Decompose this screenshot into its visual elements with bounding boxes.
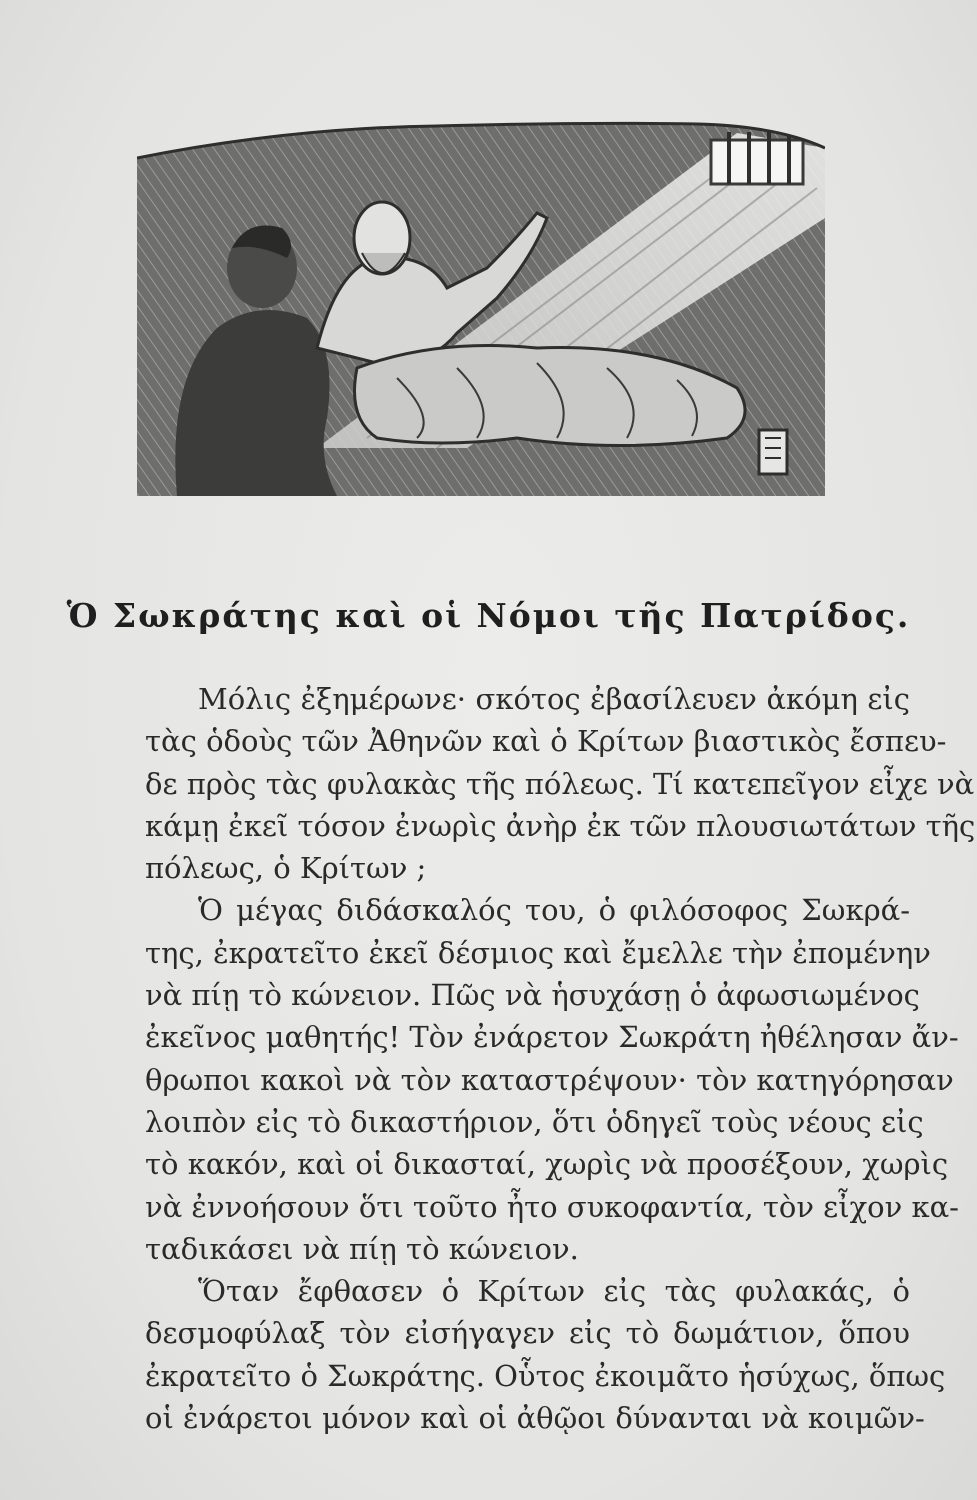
text-line: ἐκρατεῖτο ὁ Σωκράτης. Οὗτος ἐκοιμᾶτο ἡσύχως, ὅπως: [145, 1358, 946, 1393]
text-line: νὰ ἐννοήσουν ὅτι τοῦτο ἦτο συκοφαντία, τὸν εἶχον κα-: [145, 1189, 959, 1224]
text-line: πόλεως, ὁ Κρίτων ;: [145, 851, 427, 886]
prison-cell-scene-icon: [137, 118, 825, 496]
body-text: [145, 678, 976, 1439]
text-line: δεσμοφύλαξ τὸν εἰσήγαγεν εἰς τὸ δωμάτιον, ὅπου: [145, 1316, 910, 1351]
prison-cell-illustration: [137, 118, 825, 496]
text-line: οἱ ἐνάρετοι μόνον καὶ οἱ ἀθῷοι δύνανται νὰ κοιμῶν-: [145, 1401, 925, 1436]
text-line: δε πρὸς τὰς φυλακὰς τῆς πόλεως. Τί κατεπεῖγον εἶχε νὰ: [145, 766, 975, 801]
text-line: τὰς ὁδοὺς τῶν Ἀθηνῶν καὶ ὁ Κρίτων βιαστικὸς ἔσπευ-: [145, 724, 947, 759]
text-line: λοιπὸν εἰς τὸ δικαστήριον, ὅτι ὁδηγεῖ τοὺς νέους εἰς: [145, 1104, 924, 1139]
chapter-heading: Ὁ Σωκράτης καὶ οἱ Νόμοι τῆς Πατρίδος.: [66, 596, 911, 635]
text-line: ταδικάσει νὰ πίῃ τὸ κώνειον.: [145, 1231, 579, 1266]
text-line: τὸ κακόν, καὶ οἱ δικασταί, χωρὶς νὰ προσέξουν, χωρὶς: [145, 1147, 949, 1182]
text-line: νὰ πίῃ τὸ κώνειον. Πῶς νὰ ἡσυχάσῃ ὁ ἀφωσιωμένος: [145, 978, 920, 1013]
text-line: Ὅταν ἔφθασεν ὁ Κρίτων εἰς τὰς φυλακάς, ὁ: [198, 1274, 910, 1309]
text-line: Μόλις ἐξημέρωνε· σκότος ἐβασίλευεν ἀκόμη εἰς: [198, 682, 910, 716]
text-line: Ὁ μέγας διδάσκαλός του, ὁ φιλόσοφος Σωκρά-: [198, 893, 910, 928]
text-line: ἐκεῖνος μαθητής! Τὸν ἐνάρετον Σωκράτη ἠθέλησαν ἄν-: [145, 1020, 959, 1055]
text-line: της, ἐκρατεῖτο ἐκεῖ δέσμιος καὶ ἔμελλε τὴν ἐπομένην: [145, 935, 931, 970]
text-line: κάμῃ ἐκεῖ τόσον ἐνωρὶς ἀνὴρ ἐκ τῶν πλουσιωτάτων τῆς: [145, 808, 976, 843]
text-line: θρωποι κακοὶ νὰ τὸν καταστρέψουν· τὸν κατηγόρησαν: [145, 1062, 954, 1097]
